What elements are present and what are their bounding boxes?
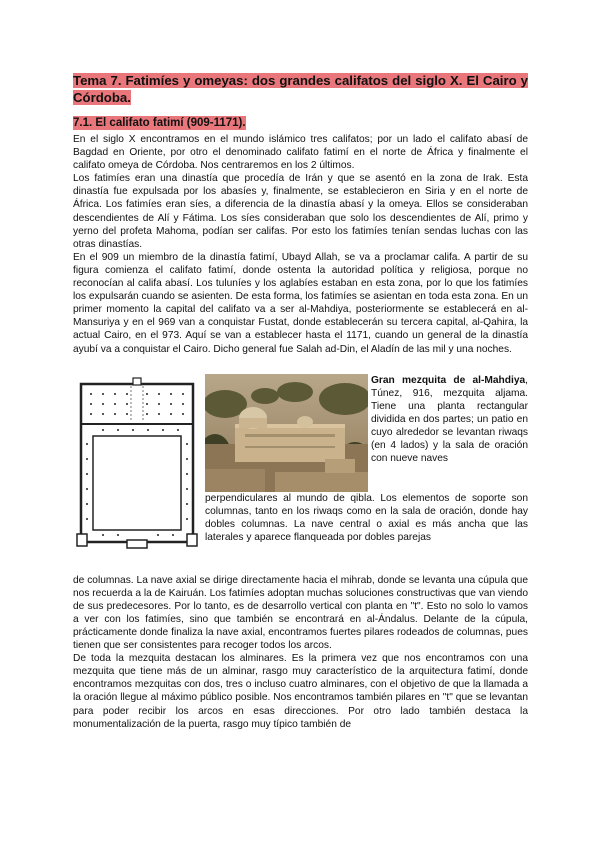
page-title: Tema 7. Fatimíes y omeyas: dos grandes califatos del siglo X. El Cairo y Córdoba.	[73, 73, 528, 105]
figure-caption-bottom	[205, 492, 528, 544]
figure-caption-right	[371, 374, 528, 466]
figure-caption-continued: perpendiculares al mundo de qibla. Los elementos de soporte son columnas, tanto en los riwaqs como en la sala de oración, donde hay dobles columnas. La nave central o axial es más ancha que las laterales y aparece flanqueada por dobles parejas	[205, 492, 528, 543]
document-content	[73, 72, 528, 731]
paragraph-4: de columnas. La nave axial se dirige directamente hacia el mihrab, donde se levanta una cúpula que nos recuerda a la de Kairuán. Los fatimíes adoptan muchas soluciones constructivas que van viendo de sus predecesores. Por lo tanto, es de desarrollo vertical con planta en "t". Esto no solo lo vamos a ver con los fatimíes, sino que también se encontrará en al-Ándalus. Delante de la cúpula, prácticamente donde finaliza la nave axial, encontramos fuertes pilares rodeados de columnas, pues tienen que ser consistentes para recoger todos los arcos.	[73, 574, 528, 652]
title-block	[73, 72, 528, 106]
figure-area	[73, 374, 528, 574]
mosque-floor-plan	[73, 374, 201, 559]
paragraph-2: Los fatimíes eran una dinastía que procedía de Irán y que se asentó en la zona de Irak. Esta dinastía fue expulsada por los abasíes y, finalmente, se establecieron en Siria y en el norte de África. Los fatimíes eran síes, a diferencia de la dinastía abasí y la omeya. Ellos se consideraban descendientes de Alí y Fátima. Los síes consideraban que solo los descendientes de Alí, primo y yerno del profeta Mahoma, podían ser califas. Por esto los fatimíes tenían sendas luchas con las otras dinastías.	[73, 173, 528, 250]
figure-caption-text: , Túnez, 916, mezquita aljama. Tiene una planta rectangular dividida en dos partes; un patio en cuyo alrededor se levantan riwaqs (en 4 lados) y la sala de oración con nueve naves	[371, 374, 528, 465]
paragraph-3: En el 909 un miembro de la dinastía fatimí, Ubayd Allah, se va a proclamar califa. A partir de su figura comienza el califato fatimí, donde ostenta la autoridad política y religiosa, porque no reconocían al califa abasí. Los tuluníes y los aglabíes estaban en esta zona, por lo que los fatimíes los expulsarán cuando se asienten. De esta forma, los fatimíes se asientan en toda esta zona. En un primer momento la capital del califato va a ser al-Mahdiya, posteriormente se establecerá en al-Mansuriya y en el 969 van a conquistar Fustat, donde establecerán su tercera capital, al-Qahira, la actual Cairo, en el 973. Aquí se van a establecer hasta el 1171, cuando un general de la dinastía ayubí va a conquistar el Cairo. Dicho general fue Salah ad-Din, el Aladín de las mil y una noches.	[73, 251, 528, 355]
section-heading: 7.1. El califato fatimí (909-1171).	[73, 117, 246, 129]
figure-caption-title: Gran mezquita de al-Mahdiya	[371, 374, 526, 386]
paragraph-1: En el siglo X encontramos en el mundo islámico tres califatos; por un lado el califato abasí de Bagdad en Oriente, por otro el denominado califato fatimí en el norte de África y finalmente el califato omeya de Córdoba. Nos centraremos en los 2 últimos.	[73, 134, 528, 172]
mosque-photo	[205, 374, 368, 492]
paragraph-5: De toda la mezquita destacan los alminares. Es la primera vez que nos encontramos con una mezquita que tiene más de un alminar, rasgo muy característico de la arquitectura fatimí, donde encontramos mezquitas con dos, tres o incluso cuatro alminares, con el objetivo de que la llamada a la oración llegue al máximo público posible. Nos encontramos también pilares en "t" que se levantan para poder recibir los arcos en esas direcciones. Por otro lado también destaca la monumentalización de la puerta, rasgo muy típico también de	[73, 653, 528, 730]
